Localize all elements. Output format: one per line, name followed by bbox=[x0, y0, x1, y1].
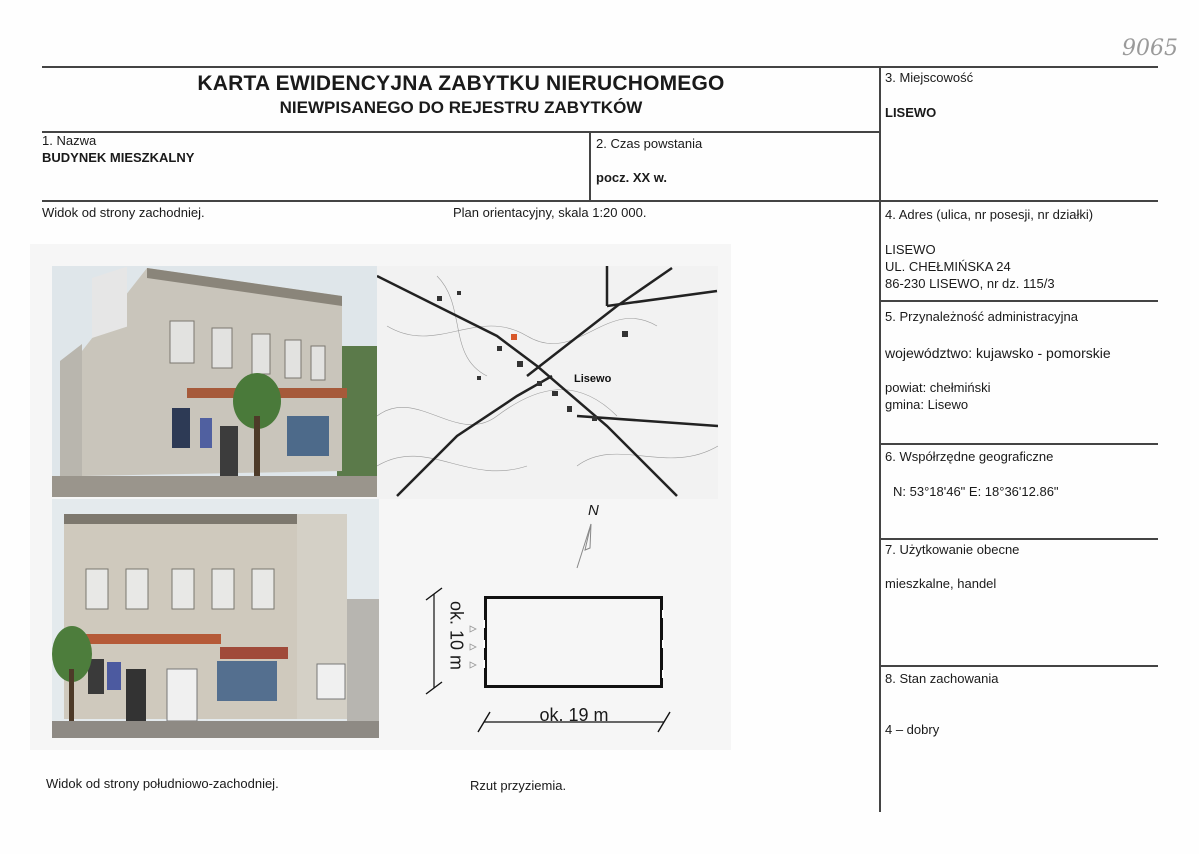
gmina: gmina: Lisewo bbox=[885, 397, 969, 412]
stan-value: 4 – dobry bbox=[885, 722, 940, 737]
divider-8 bbox=[879, 665, 1158, 667]
header-divider bbox=[42, 131, 880, 133]
right-column-divider bbox=[879, 66, 881, 812]
map-town-label: Lisewo bbox=[574, 373, 612, 385]
north-label: N bbox=[588, 502, 599, 519]
adres-line3: 86-230 LISEWO, nr dz. 115/3 bbox=[885, 276, 1055, 291]
wspolrzedne-value: N: 53°18'46" E: 18°36'12.86" bbox=[893, 484, 1059, 499]
floor-plan-depth-label: ok. 10 m bbox=[446, 600, 467, 671]
nazwa-value: BUDYNEK MIESZKALNY bbox=[42, 150, 195, 165]
north-arrow bbox=[565, 502, 605, 572]
divider-6 bbox=[879, 443, 1158, 445]
miejscowosc-value: LISEWO bbox=[885, 105, 937, 120]
nazwa-label: 1. Nazwa bbox=[42, 133, 97, 148]
miejscowosc-label: 3. Miejscowość bbox=[885, 70, 974, 85]
adres-line2: UL. CHEŁMIŃSKA 24 bbox=[885, 259, 1011, 274]
caption-widok-pld-zach: Widok od strony południowo-zachodniej. bbox=[46, 776, 279, 791]
czas-value: pocz. XX w. bbox=[596, 170, 668, 185]
top-border bbox=[42, 66, 1158, 68]
caption-rzut: Rzut przyziemia. bbox=[470, 778, 567, 793]
orientation-map bbox=[377, 266, 718, 499]
divider-5 bbox=[879, 300, 1158, 302]
adres-label: 4. Adres (ulica, nr posesji, nr działki) bbox=[885, 207, 1094, 222]
wspolrzedne-label: 6. Współrzędne geograficzne bbox=[885, 449, 1054, 464]
wojewodztwo: województwo: kujawsko - pomorskie bbox=[885, 345, 1111, 361]
handwritten-number: 9065 bbox=[1122, 36, 1178, 61]
przynaleznosc-label: 5. Przynależność administracyjna bbox=[885, 309, 1078, 324]
stan-label: 8. Stan zachowania bbox=[885, 671, 999, 686]
caption-plan: Plan orientacyjny, skala 1:20 000. bbox=[453, 205, 647, 220]
card-subtitle: NIEWPISANEGO DO REJESTRU ZABYTKÓW bbox=[279, 98, 643, 117]
photo-southwest-view bbox=[52, 499, 379, 738]
uzytkowanie-value: mieszkalne, handel bbox=[885, 576, 997, 591]
uzytkowanie-label: 7. Użytkowanie obecne bbox=[885, 542, 1020, 557]
divider-7 bbox=[879, 538, 1158, 540]
adres-line1: LISEWO bbox=[885, 242, 936, 257]
row1-divider bbox=[42, 200, 1158, 202]
floor-plan-width-label: ok. 19 m bbox=[539, 705, 609, 725]
card-title: KARTA EWIDENCYJNA ZABYTKU NIERUCHOMEGO bbox=[197, 72, 725, 95]
powiat: powiat: chełmiński bbox=[885, 380, 991, 395]
czas-label: 2. Czas powstania bbox=[596, 136, 703, 151]
caption-widok-zachod: Widok od strony zachodniej. bbox=[42, 205, 205, 220]
col-divider-czas bbox=[589, 131, 591, 201]
photo-west-view bbox=[52, 266, 377, 497]
